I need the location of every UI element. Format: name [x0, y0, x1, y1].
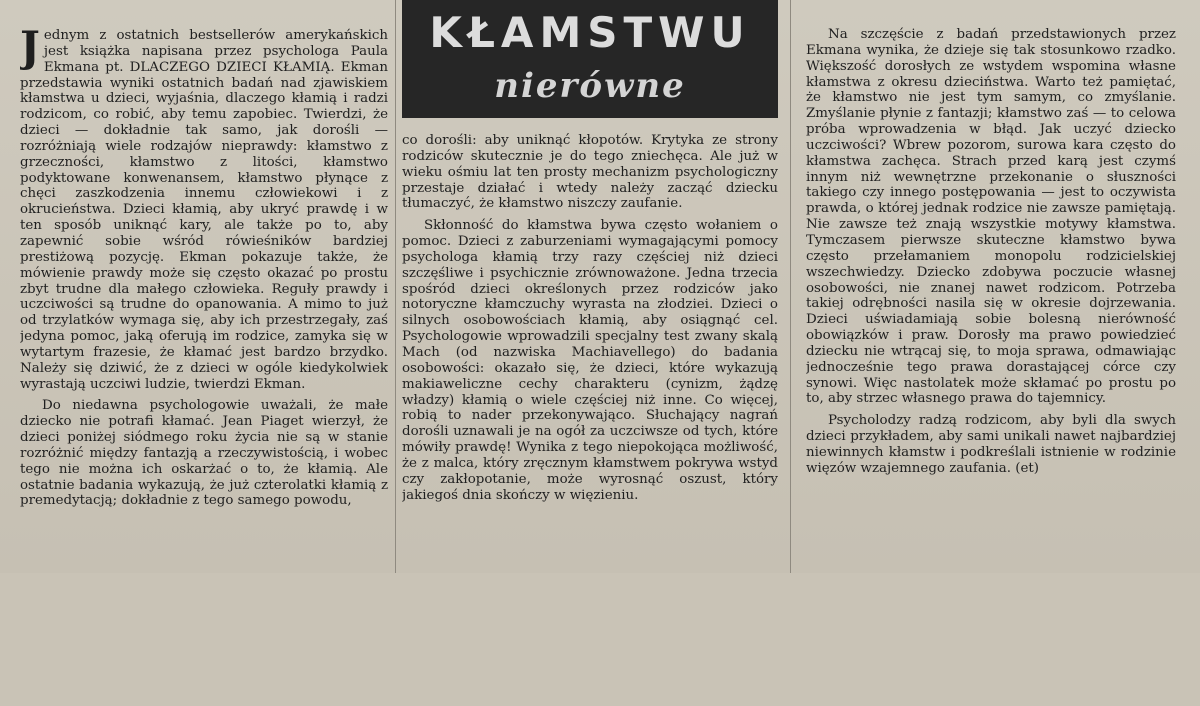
paragraph-text: ednym z ostatnich bestsellerów amerykańskich jest książka napisana przez psychologa Paula Ekmana pt. DLACZEGO DZIECI KŁAMIĄ. Ekman przedstawia wyniki ostatnich badań nad zjawiskiem kłamstwa u dzieci, wyjaśnia, dlaczego kłamią i radzi rodzicom, co robić, aby temu zapobiec. Twierdzi, że dzieci — dokładnie tak samo, jak dorośli — rozróżniają wiele rodzajów nieprawdy: kłamstwo z grzeczności, kłamstwo z litości, kłamstwo podyktowane konwenansem, kłamstwo płynące z chęci zaszkodzenia innemu człowiekowi i z okrucieństwa. Dzieci kłamią, aby ukryć prawdę i w ten sposób uniknąć kary, ale także po to, aby zapewnić sobie wśród rówieśników bardziej prestiżową pozycję. Ekman pokazuje także, że mówienie prawdy może się często okazać po prostu zbyt trudne dla małego człowieka. Reguły prawdy i uczciwości są trudne do opanowania. A mimo to już od trzylatków wymaga się, aby ich przestrzegały, zaś jedyna pomoc, jaką oferują im rodzice, zamyka się w wytartym frazesie, że kłamać jest bardzo brzydko. Należy się dziwić, że z dzieci w ogóle kiedykolwiek wyrastają uczciwi ludzie, twierdzi Ekman.: [20, 28, 388, 392]
column-divider: [790, 0, 791, 573]
paragraph: [20, 28, 388, 392]
text-column-left: [20, 28, 388, 601]
paragraph: co dorośli: aby uniknąć kłopotów. Krytyka ze strony rodziców skutecznie je do tego zniechęca. Ale już w wieku ośmiu lat ten prosty mechanizm psychologiczny przestaje działać i wtedy należy zacząć dziecku tłumaczyć, że kłamstwo niszczy zaufanie.: [402, 133, 778, 212]
paragraph: Do niedawna psychologowie uważali, że małe dziecko nie potrafi kłamać. Jean Piaget wierzył, że dzieci poniżej siódmego roku życia nie są w stanie rozróżnić między fantazją a rzeczywistością, i wobec tego nie można ich oskarżać o to, że kłamią. Ale ostatnie badania wykazują, że już czterolatki kłamią z premedytacją; dokładnie z tego samego powodu,: [20, 398, 388, 509]
article-title: KŁAMSTWU: [429, 8, 751, 57]
article-title-box: [402, 0, 778, 118]
drop-cap: J: [20, 28, 40, 71]
article-subtitle: nierówne: [494, 66, 686, 106]
text-column-right: [806, 27, 1176, 600]
paragraph: Na szczęście z badań przedstawionych przez Ekmana wynika, że dzieje się tak stosunkowo rzadko. Większość dorosłych ze wstydem wspomina własne kłamstwa z okresu dzieciństwa. Warto też pamiętać, że kłamstwo nie jest tym samym, co zmyślanie. Zmyślanie płynie z fantazji; kłamstwo zaś — to celowa próba wprowadzenia w błąd. Jak uczyć dziecko uczciwości? Wbrew pozorom, surowa kara często do kłamstwa zachęca. Strach przed karą jest czymś innym niż wewnętrzne przekonanie o słuszności takiego czy innego postępowania — jest to oczywista prawda, o której jednak rodzice nie zawsze pamiętają. Nie zawsze też znają wszystkie motywy kłamstwa. Tymczasem pierwsze skuteczne kłamstwo bywa często przełamaniem monopolu rodzicielskiej wszechwiedzy. Dziecko zdobywa poczucie własnej osobowości, nie znanej nawet rodzicom. Potrzeba takiej odrębności nasila się w okresie dojrzewania. Dzieci uświadamiają sobie bolesną nierówność obowiązków i praw. Dorosły ma prawo powiedzieć dziecku nie wtrącaj się, to moja sprawa, odmawiając jednocześnie tego prawa dorastającej córce czy synowi. Więc nastolatek może skłamać po prostu po to, aby strzec własnego prawa do tajemnicy.: [806, 27, 1176, 407]
paragraph: Skłonność do kłamstwa bywa często wołaniem o pomoc. Dzieci z zaburzeniami wymagającymi pomocy psychologa kłamią trzy razy częściej niż dzieci szczęśliwe i psychicznie zrównoważone. Jedna trzecia spośród dzieci określonych przez rodziców jako notoryczne kłamczuchy wyrasta na złodziei. Dzieci o silnych osobowościach kłamią, aby osiągnąć cel. Psychologowie wprowadzili specjalny test zwany skalą Mach (od nazwiska Machiavellego) do badania osobowości: okazało się, że dzieci, które wykazują makiaweliczne cechy charakteru (cynizm, żądzę władzy) kłamią o wiele częściej niż inne. Co więcej, robią to nader przekonywająco. Słuchający nagrań dorośli uznawali je na ogół za uczciwsze od tych, które mówiły prawdę! Wynika z tego niepokojąca możliwość, że z malca, który zręcznym kłamstwem pokrywa wstyd czy zakłopotanie, może wyrosnąć oszust, który jakiegoś dnia skończy w więzieniu.: [402, 218, 778, 503]
column-divider: [395, 0, 396, 573]
paragraph: Psycholodzy radzą rodzicom, aby byli dla swych dzieci przykładem, aby sami unikali nawet najbardziej niewinnych kłamstw i podkreślali istnienie w rodzinie więzów wzajemnego zaufania. (et): [806, 413, 1176, 476]
text-column-middle: [402, 133, 778, 706]
